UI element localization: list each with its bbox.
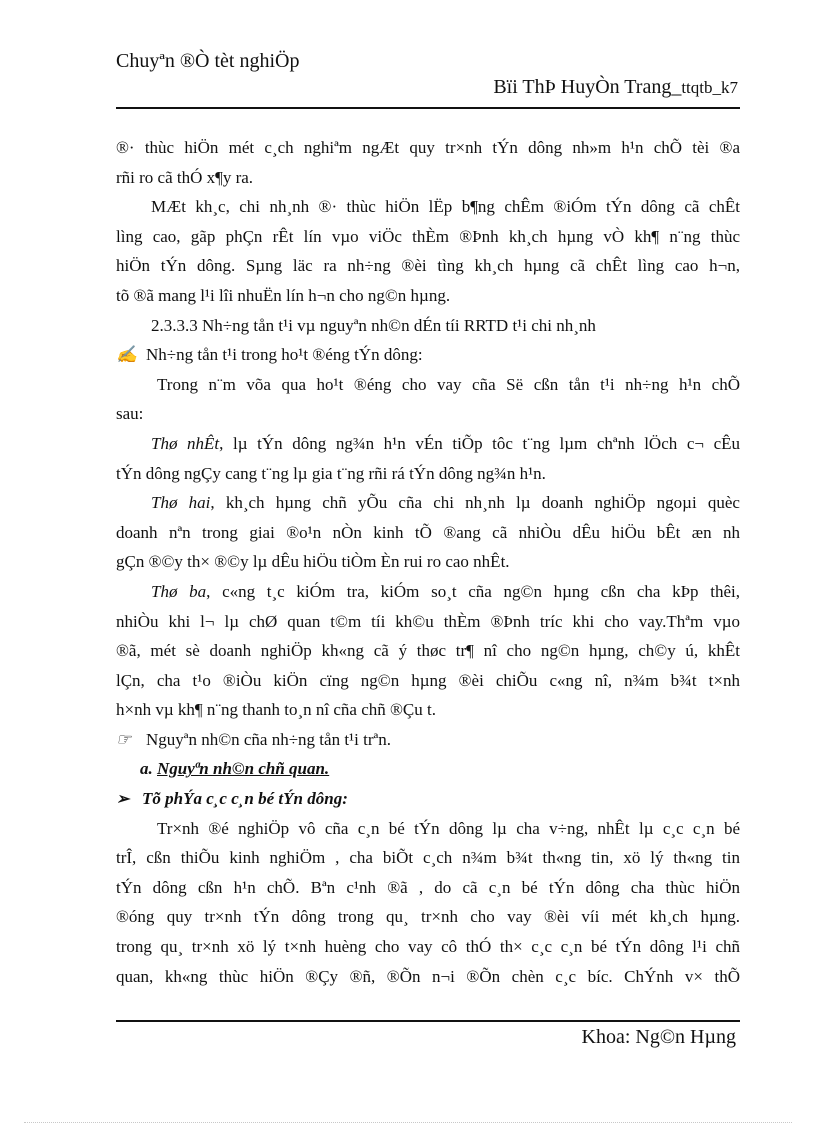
section-heading: 2.3.3.3 Nh÷ng tån t¹i vµ nguyªn nh©n dÉn tíi RRTD t¹i chi nh¸nh (151, 315, 596, 335)
subsection-heading (116, 754, 740, 784)
list-item: ✍ Nh÷ng tån t¹i trong ho¹t ®éng tÝn dông: (116, 340, 740, 370)
text-line: gÇn ®©y th× ®©y lµ dÊu hiÖu tiÒm Èn rui ro cao nhÊt. (116, 552, 510, 572)
writing-hand-icon: ✍ (116, 345, 138, 365)
header-author (493, 75, 738, 100)
text-line: Tr×nh ®é nghiÖp vô cña c¸n bé tÝn dông lµ cha v÷ng, nhÊt lµ c¸c c¸n bé (157, 818, 740, 838)
text-line: tÝn dông cßn h¹n chÕ. Bªn c¹nh ®ã , do cã c¸n bé tÝn dông cha thùc hiÖn (116, 877, 740, 897)
text-line: nhiÒu khi l¬ lµ chØ quan t©m tíi kh©u thÈm ®Þnh tríc khi cho vay.Thªm vµo (116, 611, 740, 631)
body-text (116, 133, 740, 991)
text-line: tÝn dông ngÇy cang t¨ng lµ gia t¨ng rñi rá tÝn dông ng¾n h¹n. (116, 463, 546, 483)
hand-pointer-icon: ☞ (116, 729, 132, 749)
header-author-name: Bïi ThÞ HuyÒn Trang_ (493, 76, 682, 98)
text-line: lìng cao, gãp phÇn rÊt lín vµo viÖc thÈm ®Þnh kh¸ch hµng vÒ kh¶ n¨ng thùc (116, 226, 740, 246)
text-line: h×nh vµ kh¶ n¨ng thanh to¸n nî cña chñ ®Çu t. (116, 700, 436, 720)
text-line: MÆt kh¸c, chi nh¸nh ®· thùc hiÖn lËp b¶ng chÊm ®iÓm tÝn dông cã chÊt (151, 197, 740, 217)
text-line: quan, kh«ng thùc hiÖn ®Çy ®ñ, ®Õn n¬i ®Õn chèn c¸c bíc. ChÝnh v× thÕ (116, 966, 740, 986)
text-line: ®· thùc hiÖn mét c¸ch nghiªm ngÆt quy tr×nh tÝn dông nh»m h¹n chÕ tèi ®a (116, 138, 740, 157)
header-left-text: Chuyªn ®Ò tèt nghiÖp (116, 50, 300, 72)
point-label: Thø ba (151, 581, 207, 601)
text-line: trong qu¸ tr×nh xö lý t×nh huèng cho vay cô thÓ th× c¸c c¸n bé tÝn dông l¹i chñ (116, 937, 740, 957)
footer-text: Khoa: Ng©n Hµng (581, 1026, 736, 1048)
text-line: sau: (116, 404, 144, 424)
text-line: Trong n¨m võa qua ho¹t ®éng cho vay cña Së cßn tån t¹i nh÷ng h¹n chÕ (157, 374, 740, 394)
header-rule (116, 107, 740, 109)
text-line: rñi ro cã thÓ x¶y ra. (116, 167, 254, 187)
text-line: tõ ®ã mang l¹i lîi nhuËn lín h¬n cho ng©n hµng. (116, 285, 451, 305)
text-line: ®ã, mét sè doanh nghiÖp kh«ng cã ý thøc tr¶ nî cho ng©n hµng, ch©y ú, khÊt (116, 641, 740, 661)
text-line: Thø hai, kh¸ch hµng chñ yÕu cña chi nh¸nh lµ doanh nghiÖp ngoµi quèc (151, 493, 740, 513)
text-line: Thø nhÊt, lµ tÝn dông ng¾n h¹n vÉn tiÕp tôc t¨ng lµm chªnh lÖch c¬ cÊu (151, 433, 740, 453)
footer-department (582, 1025, 736, 1049)
subsection-letter: a. (140, 759, 153, 779)
header-author-code: ttqtb_k7 (681, 78, 738, 97)
list-item: ➢ Tõ phÝa c¸c c¸n bé tÝn dông: (116, 784, 740, 814)
text-line: hiÖn tÝn dông. Sµng läc ra nh÷ng ®èi tìng kh¸ch hµng cã chÊt lìng cao h¬n, (116, 256, 740, 276)
text-line: Thø ba, c«ng t¸c kiÓm tra, kiÓm so¸t cña ng©n hµng cßn cha kÞp thêi, (151, 581, 740, 601)
text-line: lÇn, cha t¹o ®iÒu kiÖn cïng ng©n hµng ®èi chiÕu c«ng nî, n¾m b¾t t×nh (116, 670, 740, 690)
header-title (116, 49, 300, 73)
arrow-bullet-icon: ➢ (116, 791, 130, 809)
text-line: doanh nªn trong giai ®o¹n nÒn kinh tÕ ®ang cã nhiÒu dÊu hiÖu bÊt æn nh (116, 522, 740, 542)
text-line: trÎ, cßn thiÕu kinh nghiÖm , cha biÕt c¸ch n¾m b¾t th«ng tin, xö lý th«ng tin (116, 848, 740, 868)
subsection-title: Nguyªn nh©n chñ quan. (157, 759, 330, 779)
point-label: Thø nhÊt (151, 433, 220, 453)
text-line: ®óng quy tr×nh tÝn dông trong qu¸ tr×nh cho vay ®èi víi mét kh¸ch hµng. (116, 907, 740, 927)
footer-rule (116, 1020, 740, 1022)
list-item: ☞ Nguyªn nh©n cña nh÷ng tån t¹i trªn. (116, 725, 740, 755)
point-label: Thø hai (151, 493, 211, 513)
